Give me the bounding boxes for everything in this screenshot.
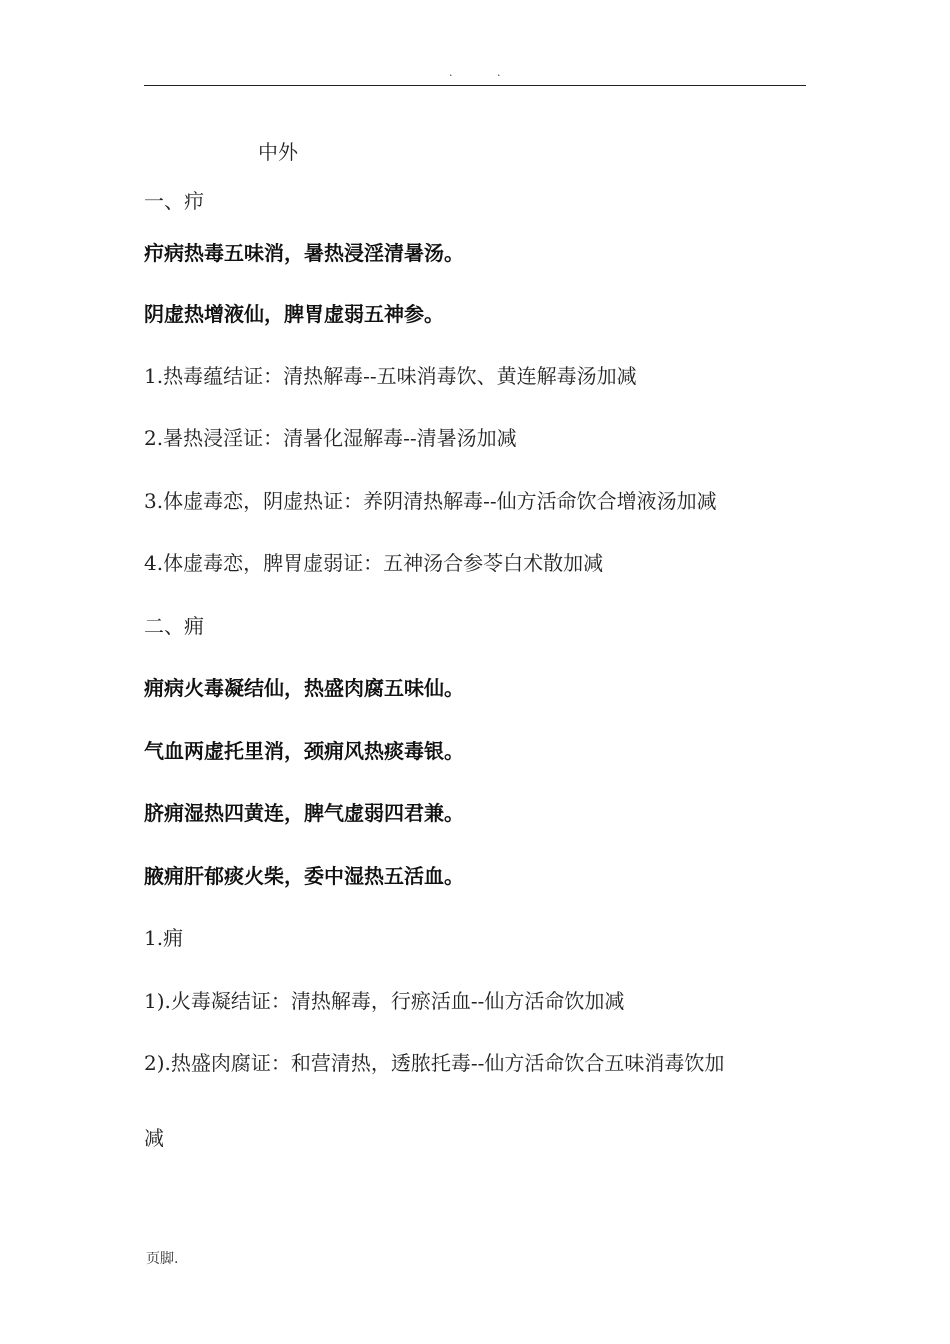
list-item: 1).火毒凝结证：清热解毒，行瘀活血--仙方活命饮加减 (144, 989, 625, 1013)
list-item: 1.热毒蕴结证：清热解毒--五味消毒饮、黄连解毒汤加减 (144, 364, 637, 388)
header-dot: . (497, 66, 501, 79)
header-dot: . (449, 66, 453, 79)
verse-line: 脐痈湿热四黄连，脾气虚弱四君兼。 (144, 801, 464, 825)
header-rule (144, 85, 806, 86)
section-heading-1: 一、疖 (144, 189, 204, 213)
verse-line: 腋痈肝郁痰火柴，委中湿热五活血。 (144, 864, 464, 888)
list-item: 4.体虚毒恋，脾胃虚弱证：五神汤合参苓白术散加减 (144, 551, 604, 575)
list-item: 2).热盛肉腐证：和营清热，透脓托毒--仙方活命饮合五味消毒饮加 (144, 1051, 725, 1075)
subsection-heading: 1.痈 (144, 926, 184, 950)
header-dots (0, 66, 950, 82)
page-footer: 页脚. (146, 1251, 179, 1267)
section-heading-2: 二、痈 (144, 614, 204, 638)
verse-line: 气血两虚托里消，颈痈风热痰毒银。 (144, 739, 464, 763)
list-item-continuation: 减 (144, 1126, 164, 1150)
list-item: 2.暑热浸淫证：清暑化湿解毒--清暑汤加减 (144, 426, 517, 450)
page-title: 中外 (258, 140, 298, 164)
list-item: 3.体虚毒恋，阴虚热证：养阴清热解毒--仙方活命饮合增液汤加减 (144, 489, 717, 513)
verse-line: 痈病火毒凝结仙，热盛肉腐五味仙。 (144, 676, 464, 700)
verse-line: 阴虚热增液仙，脾胃虚弱五神参。 (144, 302, 444, 326)
verse-line: 疖病热毒五味消，暑热浸淫清暑汤。 (144, 241, 464, 265)
